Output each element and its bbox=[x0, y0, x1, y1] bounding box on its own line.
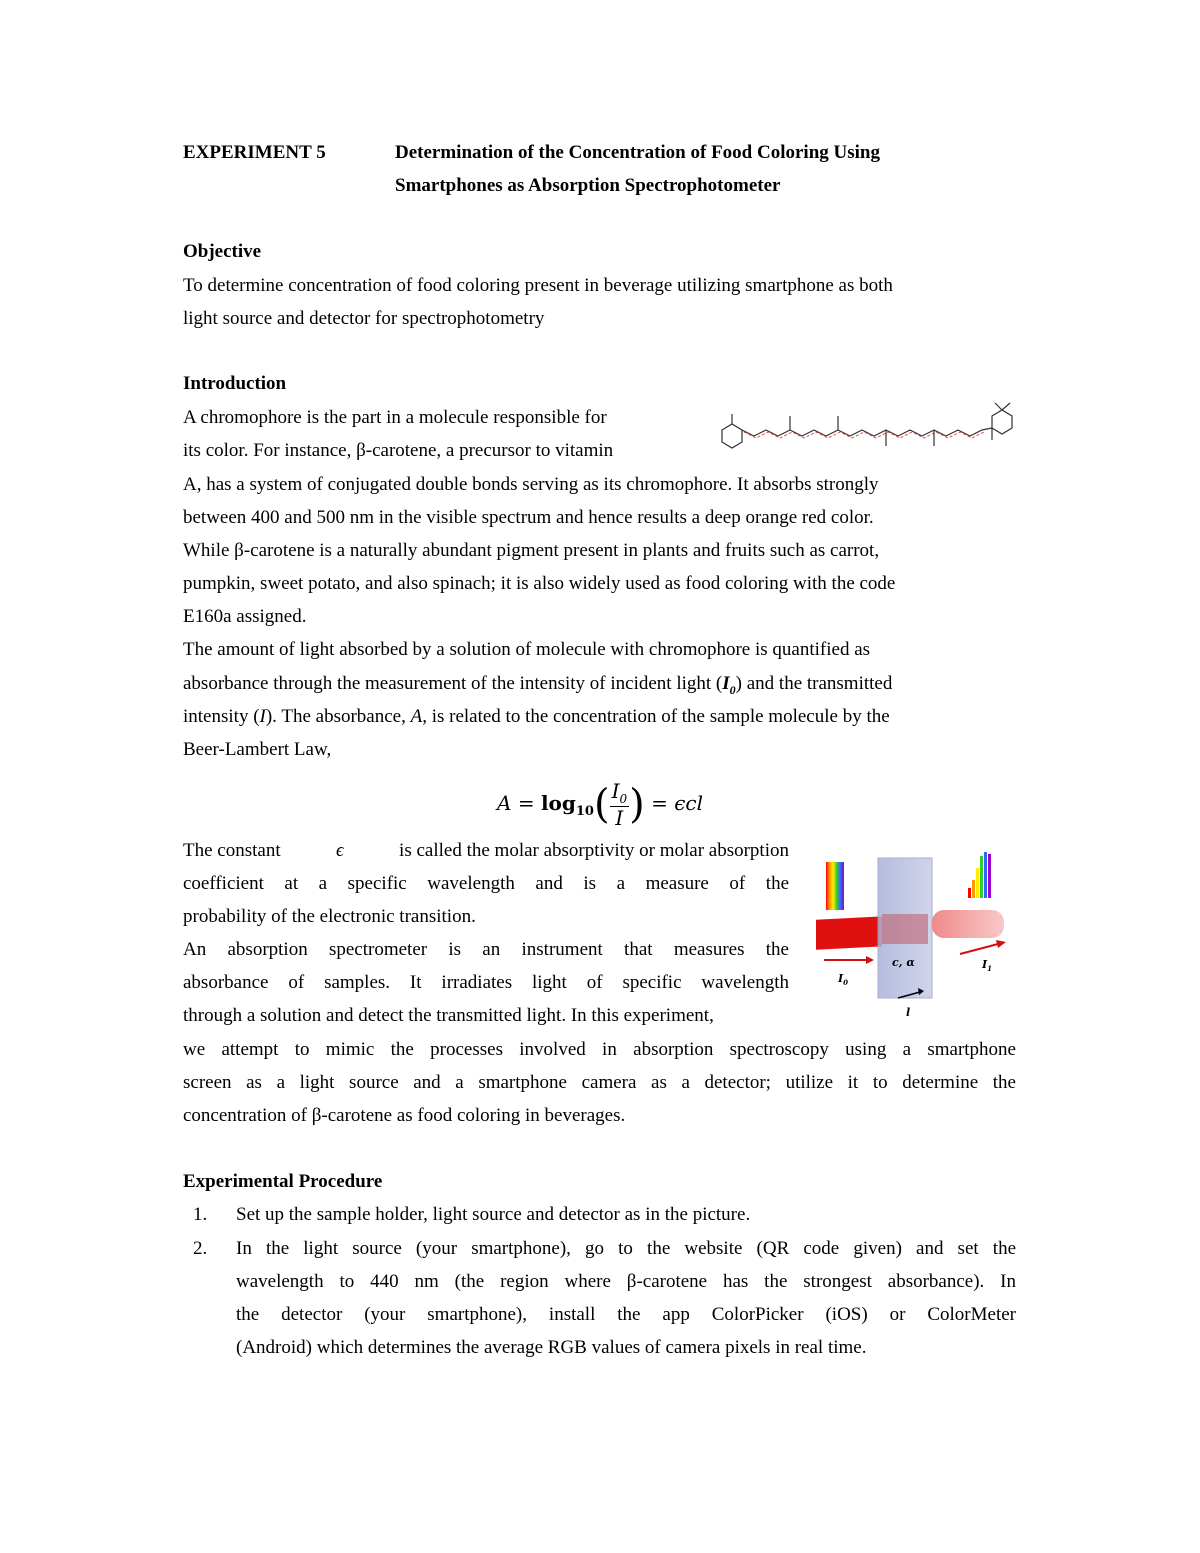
procedure-item-number: 2. bbox=[193, 1238, 208, 1259]
experiment-title-line1: Determination of the Concentration of Food Coloring Using bbox=[395, 142, 880, 163]
procedure-item-line: wavelength to 440 nm (the region where β-carotene has the strongest absorbance). In bbox=[236, 1271, 1016, 1292]
symbol-I0: $I_0$ bbox=[722, 673, 736, 697]
intro2-line: screen as a light source and a smartphone camera as a detector; utilize it to determine the bbox=[183, 1072, 1016, 1093]
intro2-line: probability of the electronic transition. bbox=[183, 906, 476, 927]
intro-line: Beer-Lambert Law, bbox=[183, 739, 332, 760]
eq-rhs: = ϵcl bbox=[651, 791, 703, 816]
intro-line: between 400 and 500 nm in the visible spectrum and hence results a deep orange red color. bbox=[183, 507, 874, 528]
eq-equals: = bbox=[517, 791, 535, 816]
objective-text-line1: To determine concentration of food coloring present in beverage utilizing smartphone as both bbox=[183, 275, 893, 296]
symbol-A: A bbox=[410, 706, 423, 727]
intro-line: The amount of light absorbed by a solution of molecule with chromophore is quantified as bbox=[183, 639, 871, 660]
intro2-line: concentration of β-carotene as food coloring in beverages. bbox=[183, 1105, 626, 1126]
svg-text:l: l bbox=[906, 1006, 911, 1019]
objective-text-line2: light source and detector for spectrophotometry bbox=[183, 308, 545, 329]
beer-lambert-equation: $A = \log_{10}$( $\frac{I_0}{I}$ ) = ϵcl bbox=[497, 779, 703, 831]
intro2-line: An absorption spectrometer is an instrument that measures the bbox=[183, 939, 789, 960]
procedure-heading: Experimental Procedure bbox=[183, 1171, 383, 1192]
intro-line: E160a assigned. bbox=[183, 606, 307, 627]
intro-line-absorbance bbox=[183, 674, 892, 696]
experiment-label: EXPERIMENT 5 bbox=[183, 142, 326, 163]
procedure-item-line: Set up the sample holder, light source and detector as in the picture. bbox=[236, 1204, 751, 1225]
procedure-item-line: In the light source (your smartphone), go to the website (QR code given) and set the bbox=[236, 1238, 1016, 1259]
absorption-diagram-image bbox=[812, 848, 1012, 1018]
intro-line-intensity bbox=[183, 707, 890, 726]
intro2-line: absorbance of samples. It irradiates light of specific wavelength bbox=[183, 972, 789, 993]
procedure-item-line: (Android) which determines the average RGB values of camera pixels in real time. bbox=[236, 1337, 867, 1358]
svg-text:I0: $I_0$ bbox=[838, 972, 849, 987]
intro2-line: coefficient at a specific wavelength and is a measure of the bbox=[183, 873, 789, 894]
symbol-I: I bbox=[259, 706, 266, 727]
svg-text:c, α: c, α bbox=[892, 956, 915, 969]
intro2-line: The constant ϵ is called the molar absorptivity or molar absorption bbox=[183, 840, 789, 861]
intro-line: A chromophore is the part in a molecule responsible for bbox=[183, 407, 607, 428]
intro2-line: we attempt to mimic the processes involved in absorption spectroscopy using a smartphone bbox=[183, 1039, 1016, 1060]
objective-heading: Objective bbox=[183, 241, 262, 262]
intro-text: intensity ( bbox=[183, 706, 260, 727]
introduction-heading: Introduction bbox=[183, 373, 287, 394]
intro-text: absorbance through the measurement of the intensity of incident light ( bbox=[183, 673, 723, 694]
procedure-item-line: the detector (your smartphone), install the app ColorPicker (iOS) or ColorMeter bbox=[236, 1304, 1016, 1325]
intro-text: , is related to the concentration of the sample molecule by the bbox=[422, 706, 890, 727]
intro-line: its color. For instance, β-carotene, a precursor to vitamin bbox=[183, 440, 614, 461]
procedure-item-number: 1. bbox=[193, 1204, 208, 1225]
svg-text:I1: $I_1$ bbox=[982, 958, 993, 973]
intro2-line: through a solution and detect the transmitted light. In this experiment, bbox=[183, 1005, 714, 1026]
intro-line: pumpkin, sweet potato, and also spinach; it is also widely used as food coloring with the code bbox=[183, 573, 896, 594]
intro-line: While β-carotene is a naturally abundant pigment present in plants and fruits such as carrot, bbox=[183, 540, 880, 561]
eq-lhs: A bbox=[497, 791, 512, 816]
eq-log: $\log_{10}$ bbox=[540, 791, 594, 820]
intro-text: ) and the transmitted bbox=[735, 673, 893, 694]
intro-text: ). The absorbance, bbox=[265, 706, 411, 727]
intro-line: A, has a system of conjugated double bonds serving as its chromophore. It absorbs strongly bbox=[183, 474, 879, 495]
eq-fraction: $\frac{I_0}{I}$ bbox=[611, 779, 628, 831]
beta-carotene-structure-image bbox=[710, 400, 1025, 460]
experiment-title-line2: Smartphones as Absorption Spectrophotometer bbox=[395, 175, 781, 196]
